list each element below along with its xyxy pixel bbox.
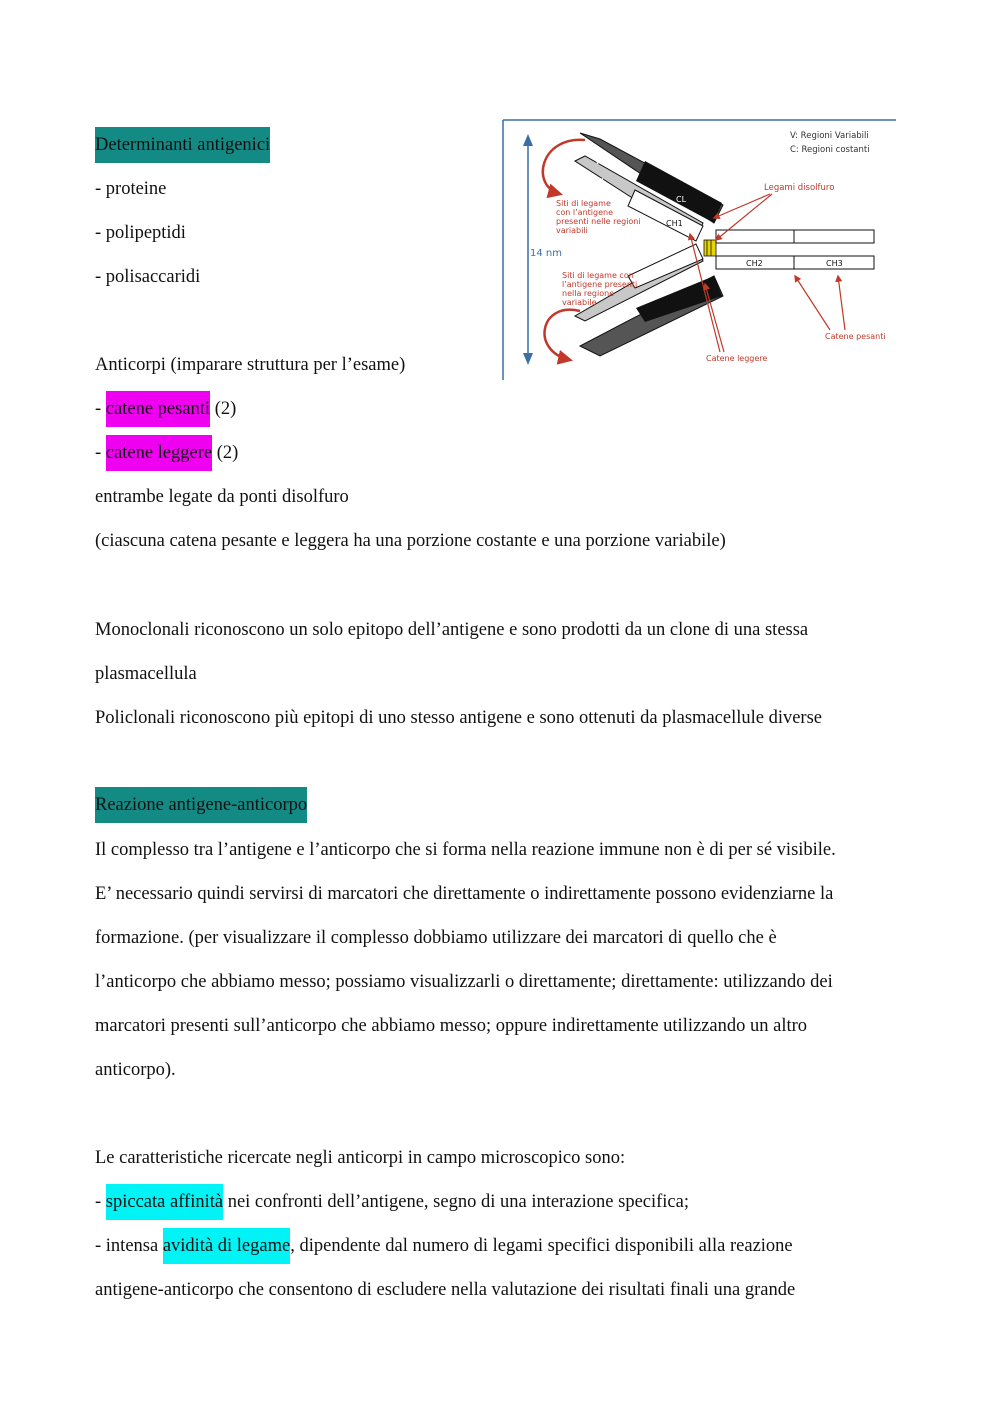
text: , dipendente dal numero di legami specifici disponibili alla reazione <box>290 1236 793 1256</box>
text: nei confronti dell’antigene, segno di una interazione specifica; <box>223 1192 689 1212</box>
paragraph-line: E’ necessario quindi servirsi di marcatori che direttamente o indirettamente possono evidenziarne la <box>95 884 834 904</box>
scale-arrow-down <box>523 353 533 365</box>
antibody-structure-figure <box>500 116 900 382</box>
label-ch3: CH3 <box>826 259 843 268</box>
paragraph-line: l’anticorpo che abbiamo messo; possiamo visualizzarli o direttamente; direttamente: utilizzando dei <box>95 972 833 992</box>
sites-bottom-line3: nella regione <box>562 289 615 298</box>
section-title-determinanti <box>95 133 270 157</box>
label-ch1-upper: CL <box>676 195 687 204</box>
text: (2) <box>212 443 239 463</box>
section-title-reazione <box>95 793 307 817</box>
highlighted-term: spiccata affinità <box>106 1184 223 1220</box>
dash: - <box>95 1192 106 1212</box>
label-ch2: CH2 <box>746 259 763 268</box>
legend-constant: C: Regioni costanti <box>790 145 870 155</box>
highlighted-heading: Determinanti antigenici <box>95 127 270 163</box>
list-item-affinity <box>95 1190 689 1214</box>
paragraph-line: plasmacellula <box>95 664 197 684</box>
list-item: - polipeptidi <box>95 223 186 243</box>
paragraph-line: marcatori presenti sull’anticorpo che abbiamo messo; oppure indirettamente utilizzando un altro <box>95 1016 808 1036</box>
label-cl-upper: CH1 <box>666 219 683 228</box>
highlighted-term: catene pesanti <box>106 391 210 427</box>
label-vl-upper: VH <box>595 157 607 166</box>
text: (2) <box>210 399 237 419</box>
sites-bottom-line2: l’antigene presenti <box>562 280 638 289</box>
heavy-chains-label: Catene pesanti <box>825 332 886 341</box>
paragraph-line: Policlonali riconoscono più epitopi di uno stesso antigene e sono ottenuti da plasmacellule diverse <box>95 708 823 728</box>
paragraph-line: Le caratteristiche ricercate negli anticorpi in campo microscopico sono: <box>95 1148 626 1168</box>
text: - intensa <box>95 1236 163 1256</box>
dash: - <box>95 443 106 463</box>
list-item-heavy-chains <box>95 397 236 421</box>
paragraph-line: formazione. (per visualizzare il complesso dobbiamo utilizzare dei marcatori di quello che è <box>95 928 777 948</box>
dash: - <box>95 399 106 419</box>
lower-site-arrow <box>545 310 580 360</box>
scale-arrow-up <box>523 134 533 146</box>
hinge-disulfide <box>704 240 716 256</box>
list-item-avidity <box>95 1234 793 1258</box>
sites-top-line4: variabili <box>556 226 588 235</box>
list-item: - polisaccaridi <box>95 267 201 287</box>
heavy-arrow-2 <box>838 276 845 330</box>
upper-site-arrow <box>543 140 585 194</box>
anticorpi-intro: Anticorpi (imparare struttura per l’esame) <box>95 355 406 375</box>
scale-label: 14 nm <box>530 248 562 259</box>
highlighted-term: avidità di legame <box>163 1228 290 1264</box>
paragraph-line: Monoclonali riconoscono un solo epitopo dell’antigene e sono prodotti da un clone di una stessa <box>95 620 809 640</box>
label-vh-upper: VL <box>596 177 606 186</box>
highlighted-term: catene leggere <box>106 435 212 471</box>
paragraph-line: Il complesso tra l’antigene e l’anticorpo che si forma nella reazione immune non è di per sé visibile. <box>95 840 836 860</box>
light-chains-label: Catene leggere <box>706 354 768 363</box>
disulfide-label: Legami disolfuro <box>764 183 835 193</box>
sites-bottom-line1: Siti di legame con <box>562 271 634 280</box>
list-item: - proteine <box>95 179 167 199</box>
paragraph-line: antigene-anticorpo che consentono di escludere nella valutazione dei risultati finali una grande <box>95 1280 796 1300</box>
paragraph-line: entrambe legate da ponti disolfuro <box>95 487 349 507</box>
sites-top-line3: presenti nelle regioni <box>556 217 641 226</box>
paragraph-line: anticorpo). <box>95 1060 176 1080</box>
sites-top-line1: Siti di legame <box>556 199 611 208</box>
heavy-arrow-1 <box>795 276 830 330</box>
highlighted-heading: Reazione antigene-anticorpo <box>95 787 307 823</box>
legend-variable: V: Regioni Variabili <box>790 131 869 141</box>
sites-top-line2: con l’antigene <box>556 208 613 217</box>
fc-upper-chain <box>716 230 874 243</box>
antibody-diagram <box>500 116 900 382</box>
list-item-light-chains <box>95 441 238 465</box>
fc-lower-chain <box>716 256 874 269</box>
paragraph-line: (ciascuna catena pesante e leggera ha una porzione costante e una porzione variabile) <box>95 531 726 551</box>
sites-bottom-line4: variabile <box>562 298 597 307</box>
